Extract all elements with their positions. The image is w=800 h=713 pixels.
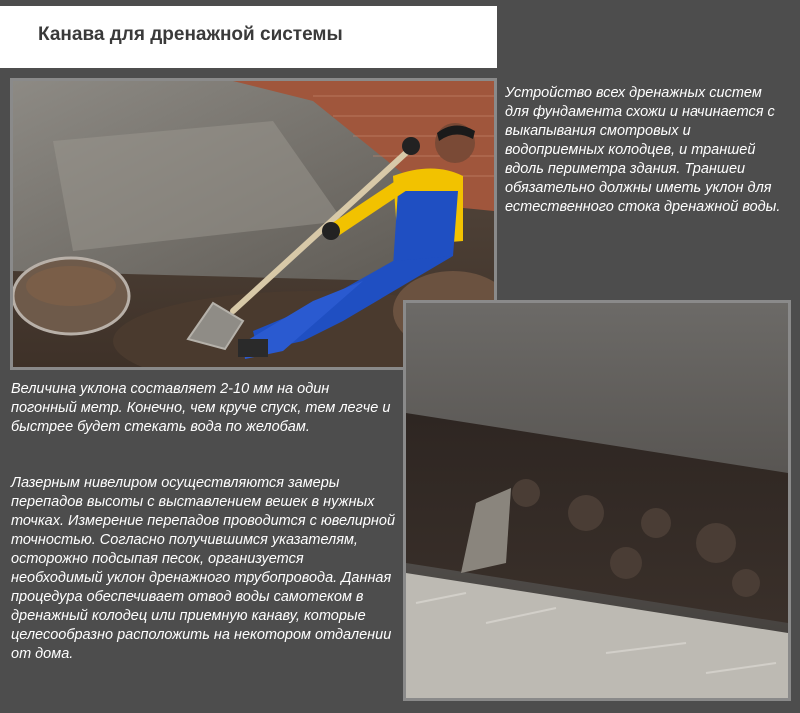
title-banner — [0, 6, 497, 68]
laser-paragraph: Лазерным нивелиром осуществляются замеры перепадов высоты с выставлением вешек в нужных точках. Измерение перепадов проводится с ювелирной точностью. Согласно получившимся указателям, осторожно подсыпая песок, организуется необходимый уклон дренажного трубопровода. Данная процедура обеспечивает отвод воды самотеком в дренажный колодец или приемную канаву, которые целесообразно расположить на некотором отдалении от дома. — [11, 475, 396, 662]
photo-drainage-trench — [403, 300, 791, 701]
page-title: Канава для дренажной системы — [38, 24, 343, 45]
slope-paragraph: Величина уклона составляет 2-10 мм на один погонный метр. Конечно, чем круче спуск, тем легче и быстрее будет стекать вода по желобам. — [11, 381, 391, 435]
intro-paragraph: Устройство всех дренажных систем для фундамента схожи и начинается с выкапывания смотровых и водоприемных колодцев, и траншей вдоль периметра здания. Траншеи обязательно должны иметь уклон для естественного стока дренажной воды. — [505, 85, 781, 215]
trench-illustration — [406, 303, 788, 698]
